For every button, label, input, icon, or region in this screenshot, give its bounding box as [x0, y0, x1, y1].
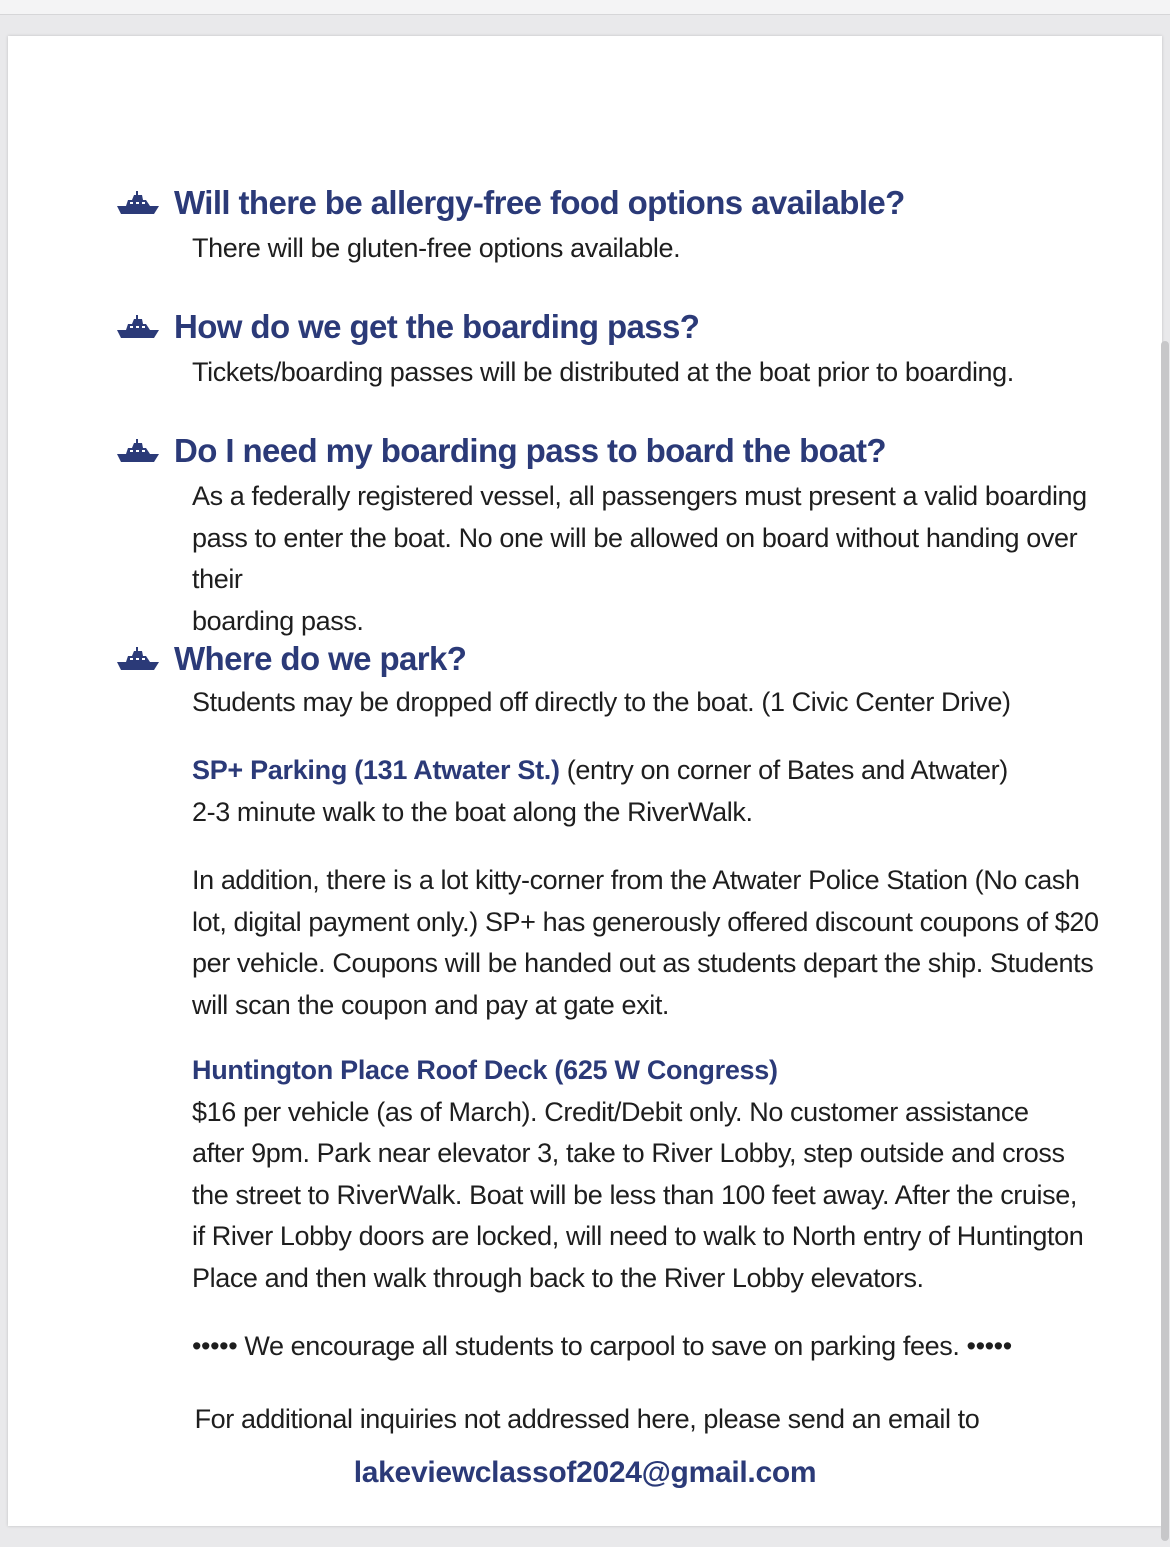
huntington-heading: Huntington Place Roof Deck (625 W Congress) — [192, 1055, 778, 1085]
answer-line: the street to RiverWalk. Boat will be less than 100 feet away. After the cruise, — [192, 1179, 1077, 1210]
answer-line: will scan the coupon and pay at gate exit. — [192, 989, 670, 1020]
faq-answer: Tickets/boarding passes will be distributed at the boat prior to boarding. — [192, 357, 1014, 387]
answer-line: per vehicle. Coupons will be handed out as students depart the ship. Students — [192, 948, 1094, 978]
answer-line: boarding pass. — [192, 605, 364, 636]
sp-plus-heading-line — [192, 750, 1112, 792]
top-toolbar-strip — [0, 0, 1170, 15]
faq-question: Do I need my boarding pass to board the boat? — [174, 432, 886, 469]
answer-line: In addition, there is a lot kitty-corner from the Atwater Police Station (No cash — [192, 865, 1080, 895]
sp-plus-heading: SP+ Parking (131 Atwater St.) — [192, 755, 560, 785]
answer-line: As a federally registered vessel, all passengers must present a valid boarding — [192, 481, 1087, 511]
faq-question: How do we get the boarding pass? — [174, 308, 700, 345]
contact-email-link[interactable]: lakeviewclassof2024@gmail.com — [353, 1456, 817, 1489]
ship-icon — [116, 315, 160, 339]
carpool-note: ••••• We encourage all students to carpool to save on parking fees. ••••• — [192, 1331, 1012, 1361]
answer-line: lot, digital payment only.) SP+ has generously offered discount coupons of $20 — [192, 906, 1099, 937]
sp-plus-entry-note: (entry on corner of Bates and Atwater) — [559, 755, 1008, 785]
faq-question-row — [116, 184, 905, 222]
faq-answer — [192, 476, 1132, 642]
answer-line: if River Lobby doors are locked, will need to walk to North entry of Huntington — [192, 1221, 1084, 1251]
sp-plus-parking-block — [192, 750, 1112, 833]
faq-question-row — [116, 308, 699, 346]
document-content — [8, 36, 1162, 1526]
faq-question: Will there be allergy-free food options available? — [174, 184, 905, 221]
answer-line: $16 per vehicle (as of March). Credit/Debit only. No customer assistance — [192, 1096, 1029, 1127]
sp-plus-walk-note: 2-3 minute walk to the boat along the RiverWalk. — [192, 796, 753, 827]
answer-line: after 9pm. Park near elevator 3, take to River Lobby, step outside and cross — [192, 1138, 1065, 1168]
faq-question-row — [116, 432, 886, 470]
answer-line: pass to enter the boat. No one will be allowed on board without handing over their — [192, 522, 1078, 594]
additional-lot-block — [192, 860, 1112, 1026]
huntington-parking-block — [192, 1050, 1112, 1299]
ship-icon — [116, 647, 160, 671]
ship-icon — [116, 191, 160, 215]
document-page — [8, 36, 1162, 1526]
answer-line: Place and then walk through back to the River Lobby elevators. — [192, 1262, 924, 1293]
faq-answer: Students may be dropped off directly to the boat. (1 Civic Center Drive) — [192, 687, 1011, 717]
ship-icon — [116, 439, 160, 463]
vertical-scrollbar[interactable] — [1161, 341, 1169, 1541]
faq-question: Where do we park? — [174, 640, 467, 677]
faq-question-row — [116, 640, 466, 678]
faq-answer: There will be gluten-free options available. — [192, 233, 681, 263]
inquiry-text: For additional inquiries not addressed here, please send an email to — [194, 1404, 980, 1434]
